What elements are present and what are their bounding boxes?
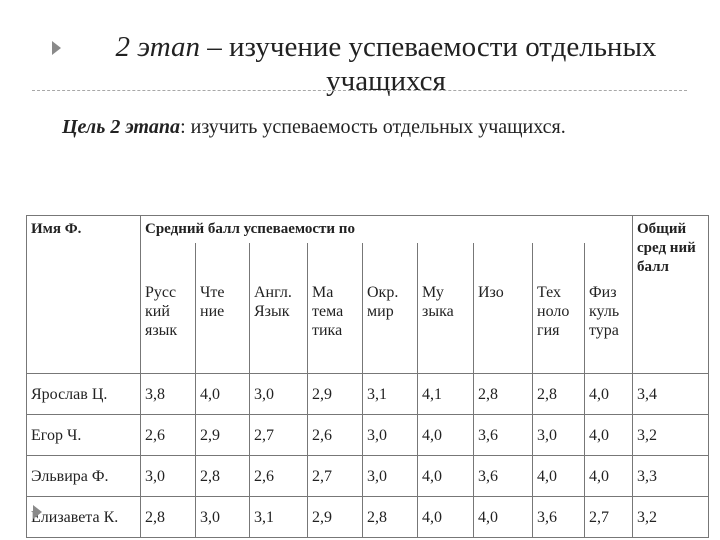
grade-cell: 3,8 (141, 374, 196, 415)
grade-cell: 4,0 (585, 415, 633, 456)
grade-cell: 2,7 (250, 415, 308, 456)
subject-header: Тех ноло гия (533, 243, 585, 374)
total-grade-cell: 3,2 (633, 415, 709, 456)
table-row (27, 374, 709, 415)
table-row (27, 497, 709, 538)
grade-cell: 2,9 (196, 415, 250, 456)
grade-cell: 2,8 (533, 374, 585, 415)
total-grade-cell: 3,4 (633, 374, 709, 415)
subject-header: Физ куль тура (585, 243, 633, 374)
slide-title-area (0, 0, 720, 100)
grade-cell: 4,1 (418, 374, 474, 415)
grade-cell: 2,6 (308, 415, 363, 456)
grade-cell: 2,8 (196, 456, 250, 497)
subject-header: Чте ние (196, 243, 250, 374)
grade-cell: 4,0 (418, 415, 474, 456)
grade-cell: 3,0 (363, 415, 418, 456)
total-column-header: Общий сред ний балл (633, 216, 709, 374)
subject-header: Ма тема тика (308, 243, 363, 374)
title-rest-line-1: – изучение успеваемости отдельных (200, 31, 657, 63)
grade-cell: 4,0 (196, 374, 250, 415)
grade-cell: 4,0 (585, 456, 633, 497)
grade-cell: 3,1 (363, 374, 418, 415)
grade-cell: 4,0 (418, 497, 474, 538)
subject-header: Русс кий язык (141, 243, 196, 374)
table-row (27, 415, 709, 456)
grade-cell: 2,8 (474, 374, 533, 415)
grade-cell: 2,8 (141, 497, 196, 538)
grade-cell: 2,6 (250, 456, 308, 497)
grade-cell: 4,0 (474, 497, 533, 538)
grade-cell: 3,0 (196, 497, 250, 538)
student-name-cell: Егор Ч. (27, 415, 141, 456)
name-column-header: Имя Ф. (27, 216, 141, 374)
table-header-row (27, 216, 709, 244)
grade-cell: 2,9 (308, 497, 363, 538)
grades-table (26, 215, 709, 538)
table-row (27, 456, 709, 497)
nav-arrow-icon[interactable] (33, 505, 42, 519)
goal-text: : изучить успеваемость отдельных учащихся. (180, 116, 566, 138)
title-line-1 (76, 30, 696, 64)
subject-header: Му зыка (418, 243, 474, 374)
subject-header: Изо (474, 243, 533, 374)
grade-cell: 4,0 (585, 374, 633, 415)
grade-cell: 3,0 (363, 456, 418, 497)
grade-cell: 2,8 (363, 497, 418, 538)
student-name-cell: Ярослав Ц. (27, 374, 141, 415)
subjects-group-header: Средний балл успеваемости по (141, 216, 633, 244)
grade-cell: 3,6 (474, 415, 533, 456)
grade-cell: 2,7 (308, 456, 363, 497)
goal-statement (62, 114, 702, 140)
student-name-cell: Елизавета К. (27, 497, 141, 538)
grade-cell: 3,6 (533, 497, 585, 538)
goal-label: Цель 2 этапа (62, 116, 181, 138)
grade-cell: 4,0 (418, 456, 474, 497)
grade-cell: 4,0 (533, 456, 585, 497)
grade-cell: 2,7 (585, 497, 633, 538)
title-line-2: учащихся (326, 65, 446, 97)
grade-cell: 3,1 (250, 497, 308, 538)
subject-header: Окр. мир (363, 243, 418, 374)
grade-cell: 2,9 (308, 374, 363, 415)
grade-cell: 3,0 (250, 374, 308, 415)
grade-cell: 3,0 (141, 456, 196, 497)
slide-title (76, 30, 696, 98)
bullet-arrow-icon (52, 41, 61, 55)
title-divider (32, 90, 687, 91)
total-grade-cell: 3,2 (633, 497, 709, 538)
subject-header: Англ. Язык (250, 243, 308, 374)
total-grade-cell: 3,3 (633, 456, 709, 497)
grade-cell: 2,6 (141, 415, 196, 456)
grade-cell: 3,0 (533, 415, 585, 456)
student-name-cell: Эльвира Ф. (27, 456, 141, 497)
title-stage: 2 этап (115, 31, 200, 63)
grade-cell: 3,6 (474, 456, 533, 497)
